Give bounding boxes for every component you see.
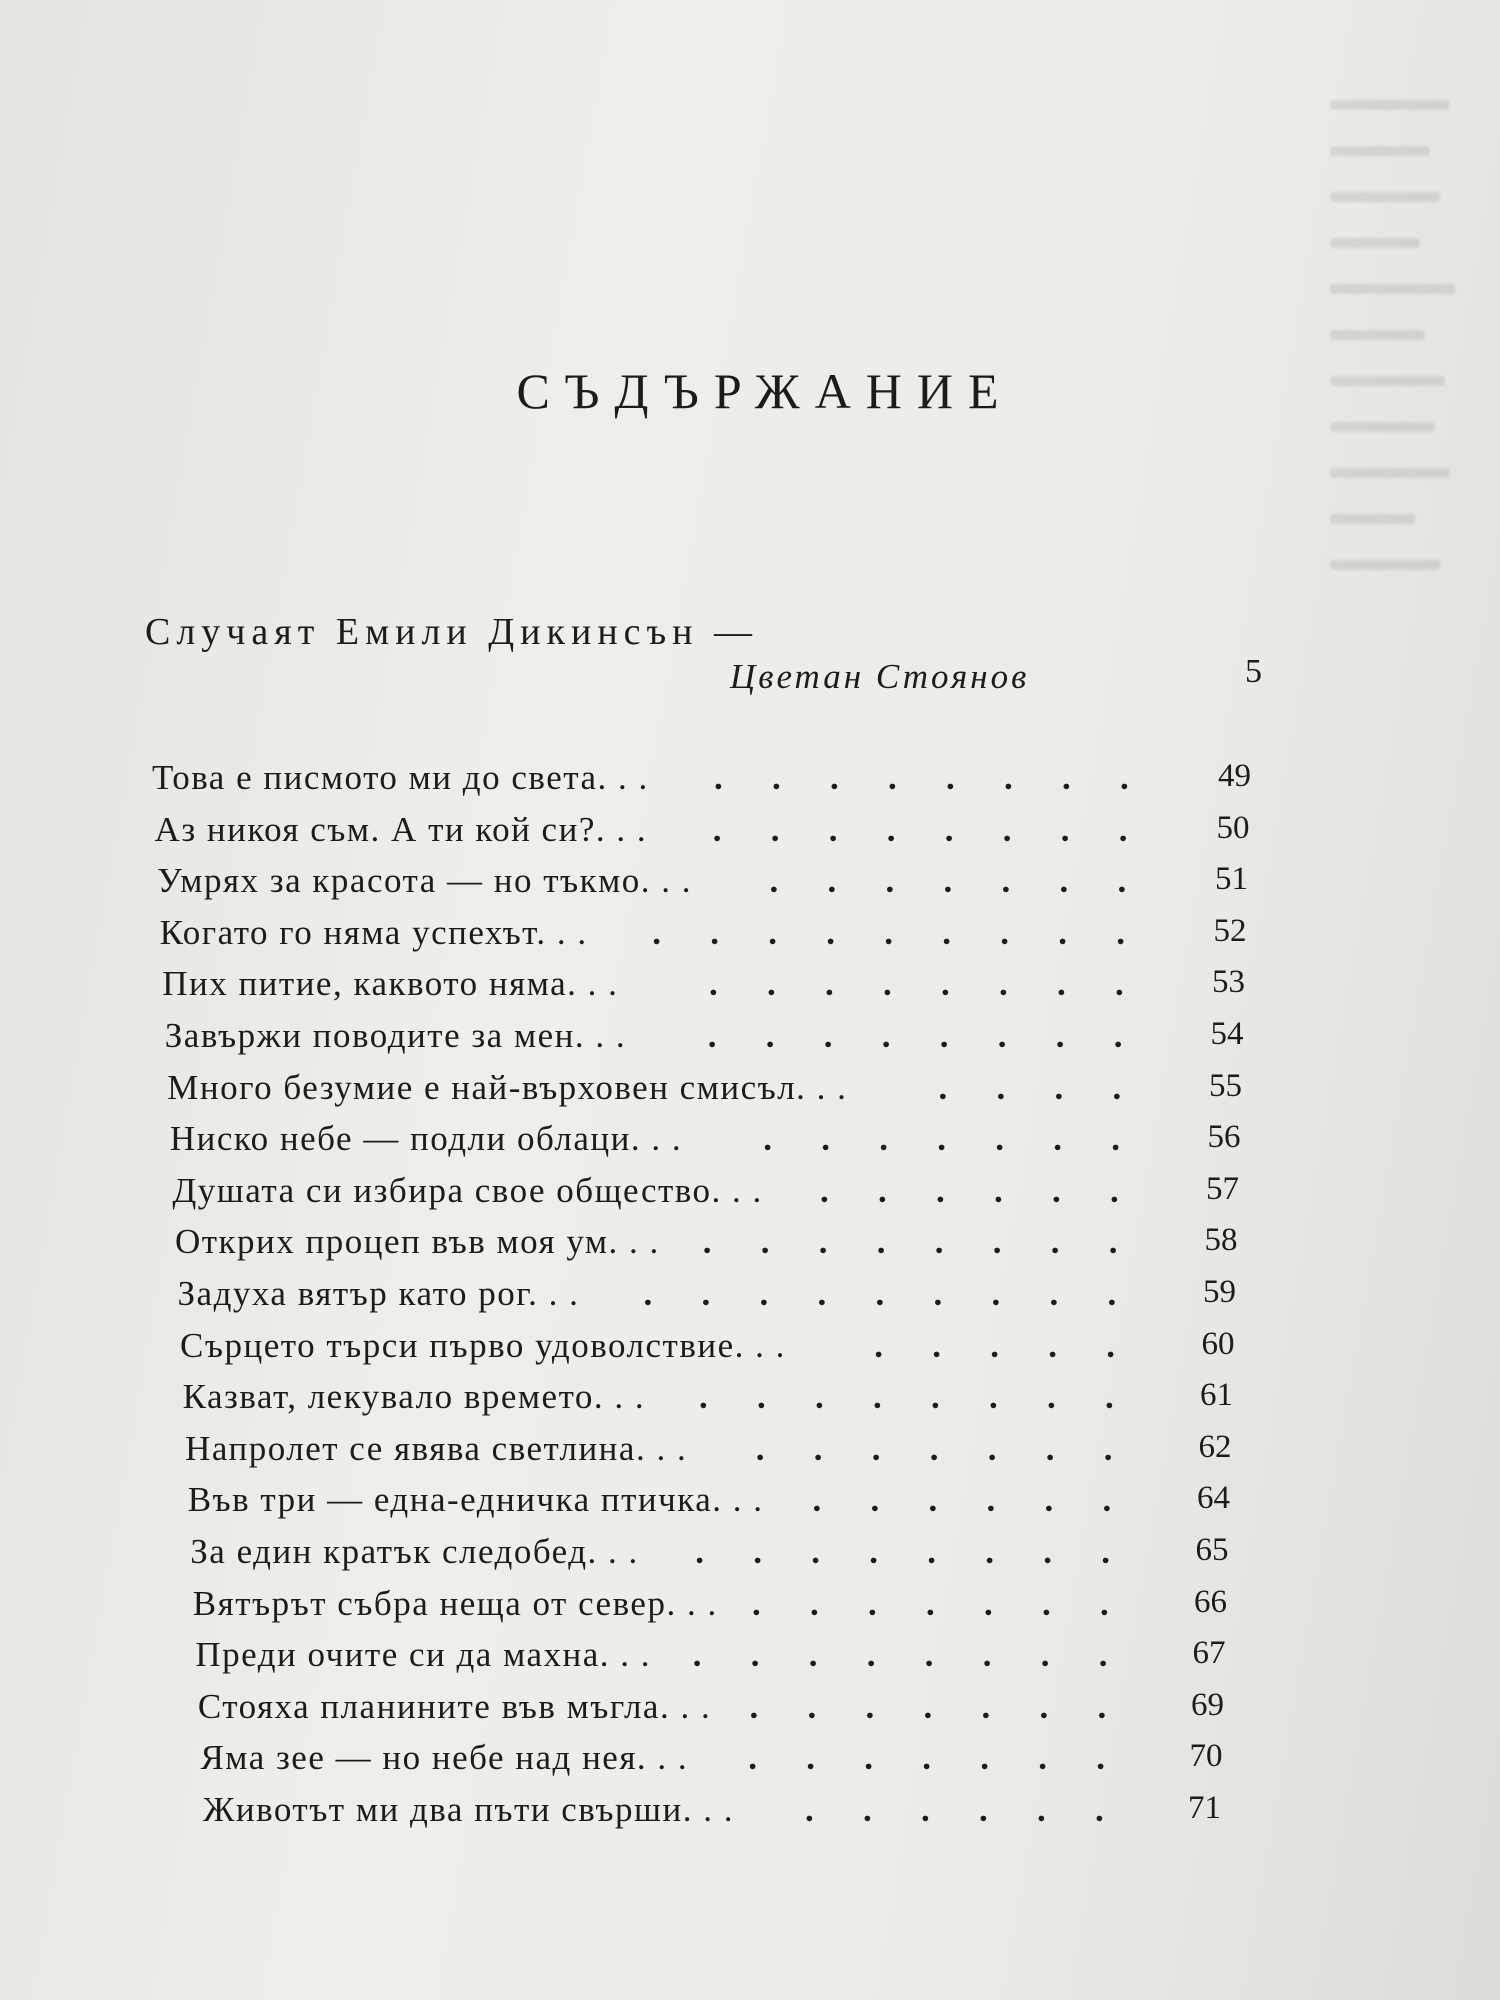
leader-dot: . <box>980 1738 1019 1778</box>
leader-dot: . <box>823 1016 863 1055</box>
toc-entry <box>183 1377 1300 1425</box>
toc-entry <box>157 861 1300 909</box>
leader-dot: . <box>808 1635 848 1675</box>
leader-dot: . <box>1000 912 1039 952</box>
toc-entry <box>180 1326 1300 1374</box>
toc-entry-title: Преди очите си да махна. . . <box>195 1635 652 1675</box>
leader-dot: . <box>1107 1274 1147 1313</box>
leader-dot: . <box>877 1170 917 1210</box>
leader-dot: . <box>938 1067 978 1107</box>
leader-dot: . <box>817 1274 857 1313</box>
leader-dot: . <box>997 1016 1037 1055</box>
toc-entry-page-number: 59 <box>1203 1274 1236 1310</box>
toc-entry-page-number: 67 <box>1192 1635 1226 1672</box>
leader-dot: . <box>922 1738 961 1778</box>
leader-dot: . <box>1053 1119 1092 1159</box>
leader-dot: . <box>942 912 981 952</box>
toc-entry-title: Душата си избира свое общество. . . <box>172 1170 763 1210</box>
intro-essay-title: Случаят Емили Дикинсън — <box>145 611 759 653</box>
toc-entry-page-number: 69 <box>1190 1686 1224 1723</box>
leader-dot: . <box>870 1480 910 1520</box>
leader-dot: . <box>828 809 868 849</box>
leader-dot: . <box>766 964 806 1004</box>
leader-dot: . <box>819 1170 859 1210</box>
leader-dot: . <box>1060 809 1100 849</box>
leader-dot: . <box>695 1532 734 1571</box>
leader-dot: . <box>935 1170 975 1210</box>
leader-dot: . <box>1058 912 1097 952</box>
toc-entry-title: Стояха планините във мъгла. . . <box>197 1686 712 1726</box>
toc-entry <box>165 1016 1300 1064</box>
leader-dot: . <box>702 1222 742 1262</box>
leader-dot: . <box>1041 1583 1081 1623</box>
leader-dot: . <box>1096 1738 1135 1778</box>
toc-entry-page-number: 62 <box>1198 1428 1232 1465</box>
toc-entry <box>170 1119 1300 1167</box>
toc-entry-page-number: 70 <box>1189 1738 1223 1775</box>
leader-dot: . <box>1038 1738 1077 1778</box>
leader-dot: . <box>805 1790 844 1829</box>
leader-dot: . <box>874 1325 913 1365</box>
leader-dot: . <box>934 1222 974 1262</box>
leader-dot: . <box>882 964 922 1004</box>
toc-entry-title: Казват, лекувало времето. . . <box>182 1377 646 1417</box>
toc-entry-page-number: 60 <box>1201 1325 1235 1362</box>
leader-dot: . <box>824 964 864 1004</box>
leader-dot: . <box>982 1635 1022 1675</box>
leader-dot: . <box>928 1480 968 1520</box>
leader-dot: . <box>768 912 807 952</box>
toc-entry-title: Вятърът събра неща от север. . . <box>192 1583 718 1623</box>
toc-entry-page-number: 55 <box>1208 1067 1242 1104</box>
toc-entry <box>178 1274 1301 1322</box>
toc-entry-page-number: 57 <box>1205 1170 1239 1207</box>
leader-dot: . <box>765 1016 805 1055</box>
leader-dot: . <box>875 1274 915 1313</box>
leader-dot: . <box>770 809 810 849</box>
toc-entry <box>190 1532 1300 1580</box>
leader-dot: . <box>864 1738 903 1778</box>
leader-dot: . <box>1050 1222 1090 1262</box>
toc-entry-title: Напролет се явява светлина. . . <box>185 1428 688 1468</box>
leader-dot: . <box>983 1583 1023 1623</box>
leader-dot: . <box>996 1067 1036 1107</box>
leader-dot: . <box>1002 809 1042 849</box>
toc-entry <box>200 1738 1300 1786</box>
leader-dot: . <box>1004 758 1043 797</box>
leader-dot: . <box>714 758 753 797</box>
toc-entry-title: Това е писмото ми до света. . . <box>152 758 649 797</box>
leader-dot: . <box>871 1428 911 1468</box>
leader-dot: . <box>927 1532 966 1571</box>
leader-dot: . <box>1001 861 1041 901</box>
toc-entry-page-number: 66 <box>1193 1583 1227 1620</box>
leader-dot: . <box>881 1016 921 1055</box>
leader-dot: . <box>1108 1222 1148 1262</box>
toc-entry <box>175 1222 1300 1270</box>
toc-entry-title: Сърцето търси първо удоволствие. . . <box>180 1325 786 1365</box>
leader-dot: . <box>756 1377 796 1417</box>
leader-dot: . <box>1104 1377 1144 1417</box>
leader-dot: . <box>888 758 927 797</box>
leader-dot: . <box>818 1222 858 1262</box>
leader-dot: . <box>879 1119 918 1159</box>
leader-dot: . <box>1114 964 1154 1004</box>
toc-entry-title: Животът ми два пъти свърши. . . <box>203 1790 734 1829</box>
leader-dot: . <box>1097 1686 1137 1726</box>
intro-essay-page-number: 5 <box>1245 653 1262 690</box>
leader-dot: . <box>827 861 867 901</box>
leader-dot: . <box>707 1016 747 1055</box>
toc-entry <box>193 1584 1300 1632</box>
toc-entry-title: Открих процеп във моя ум. . . <box>174 1222 660 1262</box>
toc-entry-title: Аз никоя съм. А ти кой си?. . . <box>154 809 648 849</box>
toc-entry-title: Умрях за красота — но тъкмо. . . <box>157 861 693 901</box>
leader-dot: . <box>1039 1686 1079 1726</box>
leader-dot: . <box>940 964 980 1004</box>
leader-dot: . <box>869 1532 908 1571</box>
toc-entry-title: Ниско небе — подли облаци. . . <box>169 1119 683 1159</box>
toc-entry-title: Много безумие е най-върховен смисъл. . . <box>167 1067 848 1107</box>
leader-dot: . <box>814 1377 854 1417</box>
leader-dot: . <box>884 912 923 952</box>
leader-dot: . <box>924 1635 964 1675</box>
leader-dot: . <box>1049 1274 1089 1313</box>
leader-dot: . <box>1055 1016 1095 1055</box>
leader-dot: . <box>886 809 926 849</box>
leader-dot: . <box>807 1686 847 1726</box>
toc-entry-page-number: 65 <box>1195 1532 1229 1568</box>
leader-dot: . <box>1044 1480 1084 1520</box>
toc-entry-title: За един кратък следобед. . . <box>190 1532 639 1571</box>
toc-entry <box>155 810 1300 858</box>
toc-entry-page-number: 56 <box>1207 1119 1241 1156</box>
leader-dot: . <box>652 912 691 952</box>
toc-entry-title: Във три — една-едничка птичка. . . <box>187 1480 764 1520</box>
leader-dot: . <box>809 1583 849 1623</box>
toc-entry-title: Яма зее — но небе над нея. . . <box>200 1738 689 1778</box>
leader-dot: . <box>1102 1480 1142 1520</box>
leader-dot: . <box>1109 1170 1149 1210</box>
leader-dot: . <box>750 1635 790 1675</box>
leader-dot: . <box>692 1635 732 1675</box>
leader-dot: . <box>1112 1067 1152 1107</box>
leader-dot: . <box>930 1377 970 1417</box>
leader-dot: . <box>759 1274 799 1313</box>
leader-dot: . <box>1117 861 1157 901</box>
leader-dot: . <box>866 1635 906 1675</box>
leader-dot: . <box>923 1686 963 1726</box>
leader-dot: . <box>698 1377 738 1417</box>
page-title: СЪДЪРЖАНИЕ <box>516 363 1014 419</box>
leader-dot: . <box>813 1428 853 1468</box>
toc-entry-page-number: 50 <box>1216 809 1250 846</box>
leader-dot: . <box>981 1686 1021 1726</box>
leader-dot: . <box>1048 1325 1087 1365</box>
leader-dot: . <box>992 1222 1032 1262</box>
leader-dot: . <box>885 861 925 901</box>
toc-entry-page-number: 54 <box>1210 1016 1244 1052</box>
leader-dot: . <box>921 1790 960 1829</box>
leader-dot: . <box>769 861 809 901</box>
leader-dot: . <box>1051 1170 1091 1210</box>
toc-entry <box>172 1171 1300 1219</box>
leader-dot: . <box>701 1274 741 1313</box>
toc-entry-title: Завържи поводите за мен. . . <box>164 1016 627 1055</box>
leader-dot: . <box>1116 912 1155 952</box>
leader-dot: . <box>753 1532 792 1571</box>
toc-entry-title: Когато го няма успехът. . . <box>159 912 588 952</box>
toc-entry-page-number: 52 <box>1213 912 1247 949</box>
leader-dot: . <box>944 809 984 849</box>
leader-dot: . <box>937 1119 976 1159</box>
leader-dot: . <box>811 1532 850 1571</box>
leader-dot: . <box>830 758 869 797</box>
leader-dot: . <box>1118 809 1158 849</box>
leader-dot: . <box>1103 1428 1143 1468</box>
leader-dot: . <box>979 1790 1018 1829</box>
toc-entry <box>162 964 1300 1012</box>
leader-dot: . <box>755 1428 795 1468</box>
leader-dot: . <box>1095 1790 1134 1829</box>
leader-dot: . <box>749 1686 789 1726</box>
leader-dot: . <box>748 1738 787 1778</box>
toc-entry <box>152 758 1300 806</box>
leader-dot: . <box>1111 1119 1150 1159</box>
leader-dot: . <box>993 1170 1033 1210</box>
leader-dot: . <box>929 1428 969 1468</box>
leader-dot: . <box>863 1790 902 1829</box>
leader-dot: . <box>1098 1635 1138 1675</box>
leader-dot: . <box>712 809 752 849</box>
toc-entry-page-number: 51 <box>1214 861 1248 898</box>
leader-dot: . <box>865 1686 905 1726</box>
toc-entry-page-number: 58 <box>1204 1222 1238 1259</box>
leader-dot: . <box>995 1119 1034 1159</box>
toc-entry <box>195 1635 1300 1683</box>
leader-dot: . <box>760 1222 800 1262</box>
leader-dot: . <box>806 1738 845 1778</box>
leader-dot: . <box>1040 1635 1080 1675</box>
leader-dot: . <box>751 1583 791 1623</box>
leader-dot: . <box>998 964 1038 1004</box>
leader-dot: . <box>1054 1067 1094 1107</box>
leader-dot: . <box>710 912 749 952</box>
leader-dot: . <box>991 1274 1031 1313</box>
toc-entry-page-number: 53 <box>1211 964 1245 1001</box>
leader-dot: . <box>987 1428 1027 1468</box>
toc-entry-page-number: 64 <box>1196 1480 1230 1517</box>
leader-dot: . <box>763 1119 802 1159</box>
toc-entry <box>185 1429 1300 1477</box>
leader-dot: . <box>1113 1016 1153 1055</box>
leader-dot: . <box>643 1274 683 1313</box>
leader-dot: . <box>943 861 983 901</box>
toc-entry-title: Задуха вятър като рог. . . <box>177 1274 580 1313</box>
leader-dot: . <box>708 964 748 1004</box>
leader-dot: . <box>1056 964 1096 1004</box>
leader-dot: . <box>986 1480 1026 1520</box>
leader-dot: . <box>821 1119 860 1159</box>
leader-dot: . <box>1120 758 1159 797</box>
toc-entry-page-number: 71 <box>1188 1790 1221 1826</box>
intro-essay-author: Цветан Стоянов <box>730 657 1030 696</box>
leader-dot: . <box>1037 1790 1076 1829</box>
leader-dot: . <box>812 1480 852 1520</box>
toc-entry <box>203 1790 1300 1838</box>
leader-dot: . <box>1062 758 1101 797</box>
leader-dot: . <box>1043 1532 1082 1571</box>
leader-dot: . <box>826 912 865 952</box>
leader-dot: . <box>1106 1325 1145 1365</box>
toc-entry-page-number: 61 <box>1199 1377 1233 1414</box>
toc-entry-title: Пих питие, каквото няма. . . <box>162 964 619 1004</box>
toc-entry-page-number: 49 <box>1218 758 1251 794</box>
leader-dot: . <box>933 1274 973 1313</box>
leader-dot: . <box>1046 1377 1086 1417</box>
leader-dot: . <box>939 1016 979 1055</box>
toc-entry <box>198 1687 1300 1735</box>
toc-entry <box>188 1480 1300 1528</box>
leader-dot: . <box>988 1377 1028 1417</box>
leader-dot: . <box>985 1532 1024 1571</box>
leader-dot: . <box>1099 1583 1139 1623</box>
leader-dot: . <box>876 1222 916 1262</box>
leader-dot: . <box>932 1325 971 1365</box>
leader-dot: . <box>925 1583 965 1623</box>
leader-dot: . <box>946 758 985 797</box>
leader-dot: . <box>990 1325 1029 1365</box>
leader-dot: . <box>1101 1532 1140 1571</box>
leader-dot: . <box>1059 861 1099 901</box>
toc-entry <box>167 1068 1300 1116</box>
toc-entry <box>160 913 1300 961</box>
leader-dot: . <box>1045 1428 1085 1468</box>
leader-dot: . <box>872 1377 912 1417</box>
leader-dot: . <box>867 1583 907 1623</box>
leader-dot: . <box>772 758 811 797</box>
